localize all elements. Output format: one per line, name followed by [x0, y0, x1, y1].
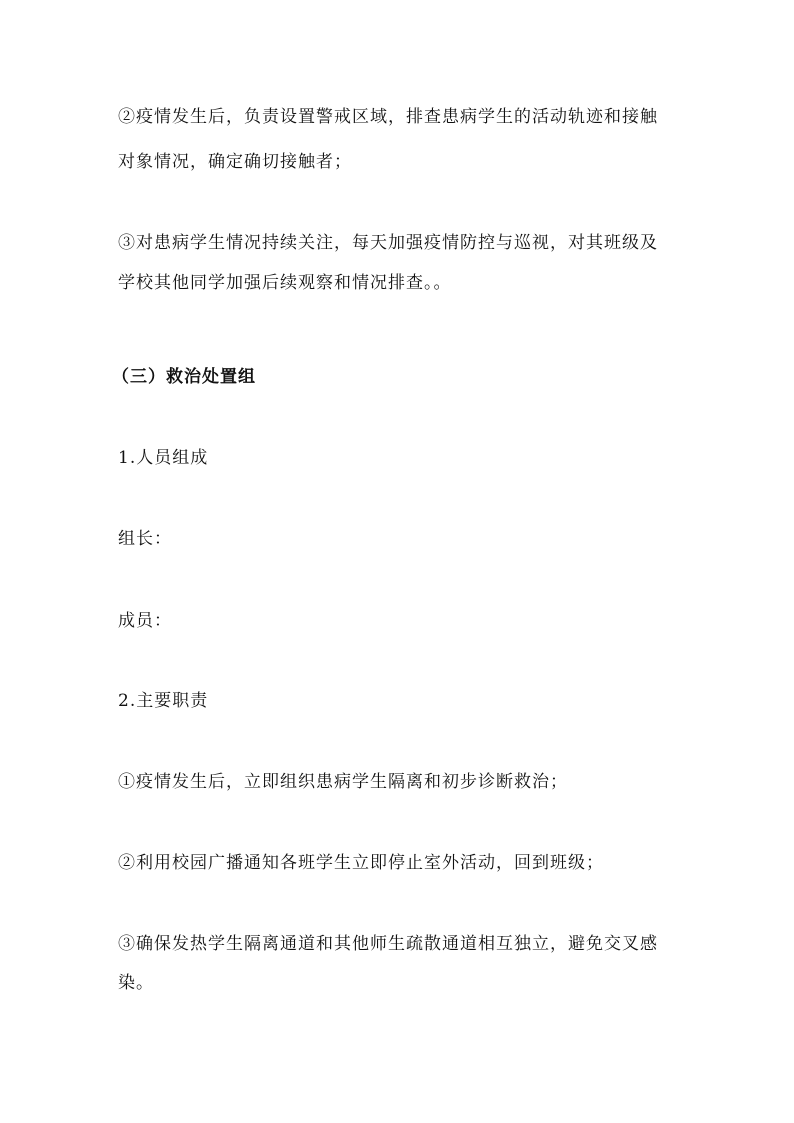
paragraph-line: ③对患病学生情况持续关注，每天加强疫情防控与巡视，对其班级及: [118, 233, 658, 253]
duty-item: ②利用校园广播通知各班学生立即停止室外活动，回到班级；: [118, 853, 604, 873]
members-label: 成员：: [118, 611, 172, 631]
list-item: 1.人员组成: [118, 448, 209, 468]
duty-item: 染。: [118, 973, 154, 993]
list-item: 2.主要职责: [118, 691, 209, 711]
duty-item: ①疫情发生后，立即组织患病学生隔离和初步诊断救治；: [118, 772, 568, 792]
duty-item: ③确保发热学生隔离通道和其他师生疏散通道相互独立，避免交叉感: [118, 934, 658, 954]
leader-label: 组长：: [118, 529, 172, 549]
paragraph-line: ②疫情发生后，负责设置警戒区域，排查患病学生的活动轨迹和接触: [118, 107, 658, 127]
section-heading: （三）救治处置组: [112, 367, 256, 387]
paragraph-line: 学校其他同学加强后续观察和情况排查。。: [118, 273, 452, 293]
paragraph-line: 对象情况，确定确切接触者；: [118, 152, 352, 172]
